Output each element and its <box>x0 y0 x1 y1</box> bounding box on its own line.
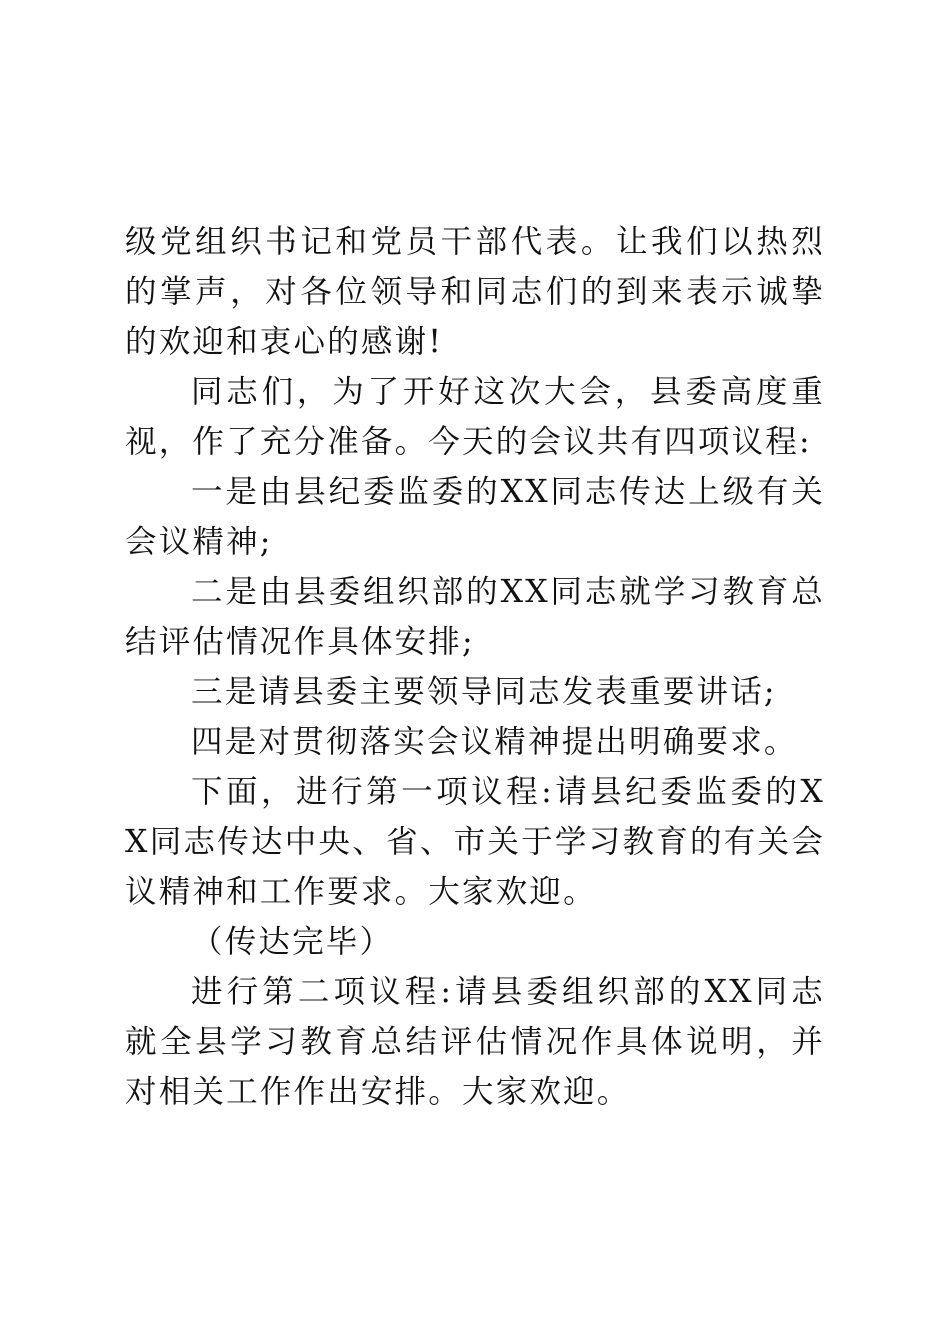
agenda-item-2: 二是由县委组织部的XX同志就学习教育总结评估情况作具体安排; <box>125 574 825 660</box>
document-body <box>125 217 825 1117</box>
paragraph-first-agenda: 下面，进行第一项议程:请县纪委监委的XX同志传达中央、省、市关于学习教育的有关会议精神和工作要求。大家欢迎。 <box>125 774 825 910</box>
paragraph-note: （传达完毕） <box>191 924 394 960</box>
agenda-item-4: 四是对贯彻落实会议精神提出明确要求。 <box>191 724 798 760</box>
paragraph-second-agenda: 进行第二项议程:请县委组织部的XX同志就全县学习教育总结评估情况作具体说明，并对相关工作作出安排。大家欢迎。 <box>125 974 825 1110</box>
agenda-item-3: 三是请县委主要领导同志发表重要讲话; <box>191 674 777 710</box>
paragraph-continued: 级党组织书记和党员干部代表。让我们以热烈的掌声，对各位领导和同志们的到来表示诚挚的欢迎和衷心的感谢! <box>125 224 825 360</box>
paragraph-agenda-intro: 同志们，为了开好这次大会，县委高度重视，作了充分准备。今天的会议共有四项议程: <box>125 374 825 460</box>
agenda-item-1: 一是由县纪委监委的XX同志传达上级有关会议精神; <box>125 474 825 560</box>
